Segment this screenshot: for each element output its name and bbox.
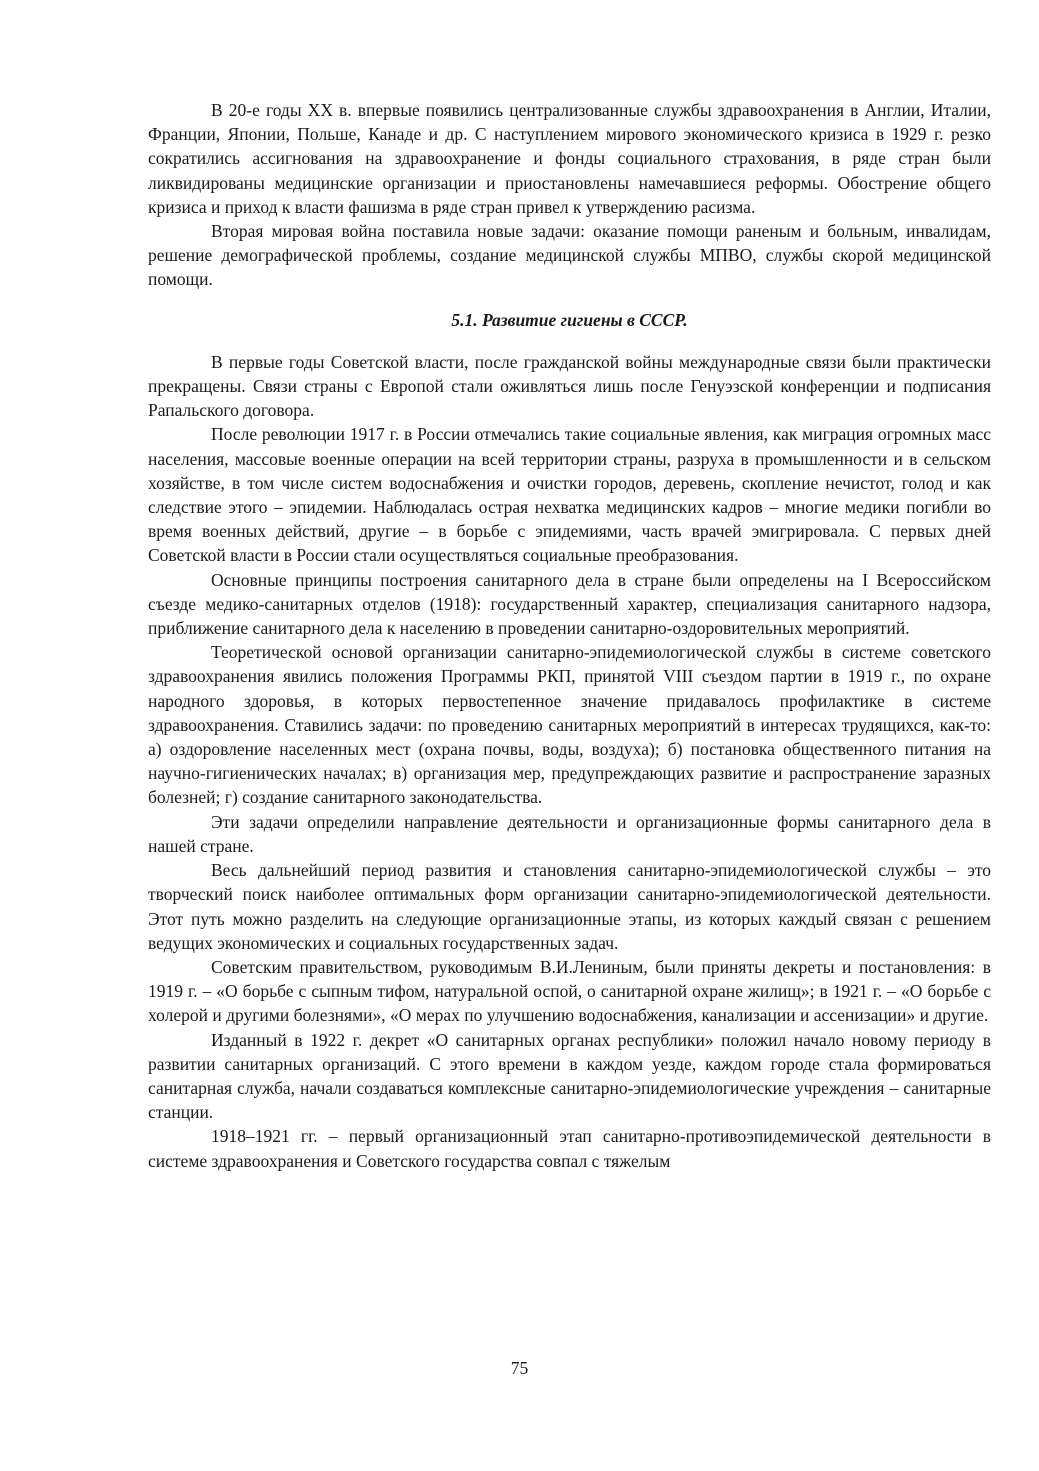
paragraph-10: Изданный в 1922 г. декрет «О санитарных органах республики» положил начало новому периоду в развитии санитарных организаций. С этого времени в каждом уезде, каждом городе стала формироваться санитарная служба, начали создаваться комплексные санитарно-эпидемиологические учреждения – санитарные станции. <box>148 1029 991 1123</box>
paragraph-8: Весь дальнейший период развития и становления санитарно-эпидемиологической службы – это творческий поиск наиболее оптимальных форм организации санитарно-эпидемиологической деятельности. Этот путь можно разделить на следующие организационные этапы, из которых каждый связан с решением ведущих экономических и социальных государственных задач. <box>148 860 991 953</box>
page-number: 75 <box>510 1358 529 1378</box>
paragraph-7: Эти задачи определили направление деятельности и организационные формы санитарного дела в нашей стране. <box>148 811 991 856</box>
paragraph-5: Основные принципы построения санитарного дела в стране были определены на I Всероссийском съезде медико-санитарных отделов (1918): государственный характер, специализация санитарного надзора, приближение санитарного дела к населению в проведении санитарно-оздоровительных мероприятий. <box>148 569 991 639</box>
paragraph-9: Советским правительством, руководимым В.И.Лениным, были приняты декреты и постановления: в 1919 г. – «О борьбе с сыпным тифом, натуральной оспой, о санитарной охране жилищ»; в 1921 г. – «О борьбе с холерой и другими болезнями», «О мерах по улучшению водоснабжения, канализации и ассенизации» и другие. <box>148 956 991 1026</box>
paragraph-4: После революции 1917 г. в России отмечались такие социальные явления, как миграция огромных масс населения, массовые военные операции на всей территории страны, разруха в промышленности и в сельском хозяйстве, в том числе систем водоснабжения и очистки городов, деревень, скопление нечистот, голод и как следствие этого – эпидемии. Наблюдалась острая нехватка медицинских кадров – многие медики погибли во время военных действий, другие – в борьбе с эпидемиями, часть врачей эмигрировала. С первых дней Советской власти в России стали осуществляться социальные преобразования. <box>148 424 991 566</box>
paragraph-6: Теоретической основой организации санитарно-эпидемиологической службы в системе советского здравоохранения явились положения Программы РКП, принятой VIII съездом партии в 1919 г., по охране народного здоровья, в которых первостепенное значение придавалось профилактике в системе здравоохранения. Ставились задачи: по проведению санитарных мероприятий в интересах трудящихся, как-то: а) оздоровление населенных мест (охрана почвы, воды, воздуха); б) постановка общественного питания на научно-гигиенических началах; в) организация мер, предупреждающих развитие и распространение заразных болезней; г) создание санитарного законодательства. <box>148 642 991 808</box>
paragraph-1: В 20-е годы XX в. впервые появились централизованные службы здравоохранения в Англии, Италии, Франции, Японии, Польше, Канаде и др. С наступлением мирового экономического кризиса в 1929 г. резко сократились ассигнования на здравоохранение и фонды социального страхования, в ряде стран были ликвидированы медицинские организации и приостановлены намечавшиеся реформы. Обострение общего кризиса и приход к власти фашизма в ряде стран привел к утверждению расизма. <box>148 100 991 217</box>
paragraph-2: Вторая мировая война поставила новые задачи: оказание помощи раненым и больным, инвалидам, решение демографической проблемы, создание медицинской службы МПВО, службы скорой медицинской помощи. <box>148 221 991 290</box>
paragraph-3: В первые годы Советской власти, после гражданской войны международные связи были практически прекращены. Связи страны с Европой стали оживляться лишь после Генуэзской конференции и подписания Рапальского договора. <box>148 351 991 421</box>
document-page <box>148 98 991 1173</box>
section-heading: 5.1. Развитие гигиены в СССР. <box>451 309 688 330</box>
paragraph-11: 1918–1921 гг. – первый организационный этап санитарно-противоэпидемической деятельности в системе здравоохранения и Советского государства совпал с тяжелым <box>148 1126 991 1171</box>
